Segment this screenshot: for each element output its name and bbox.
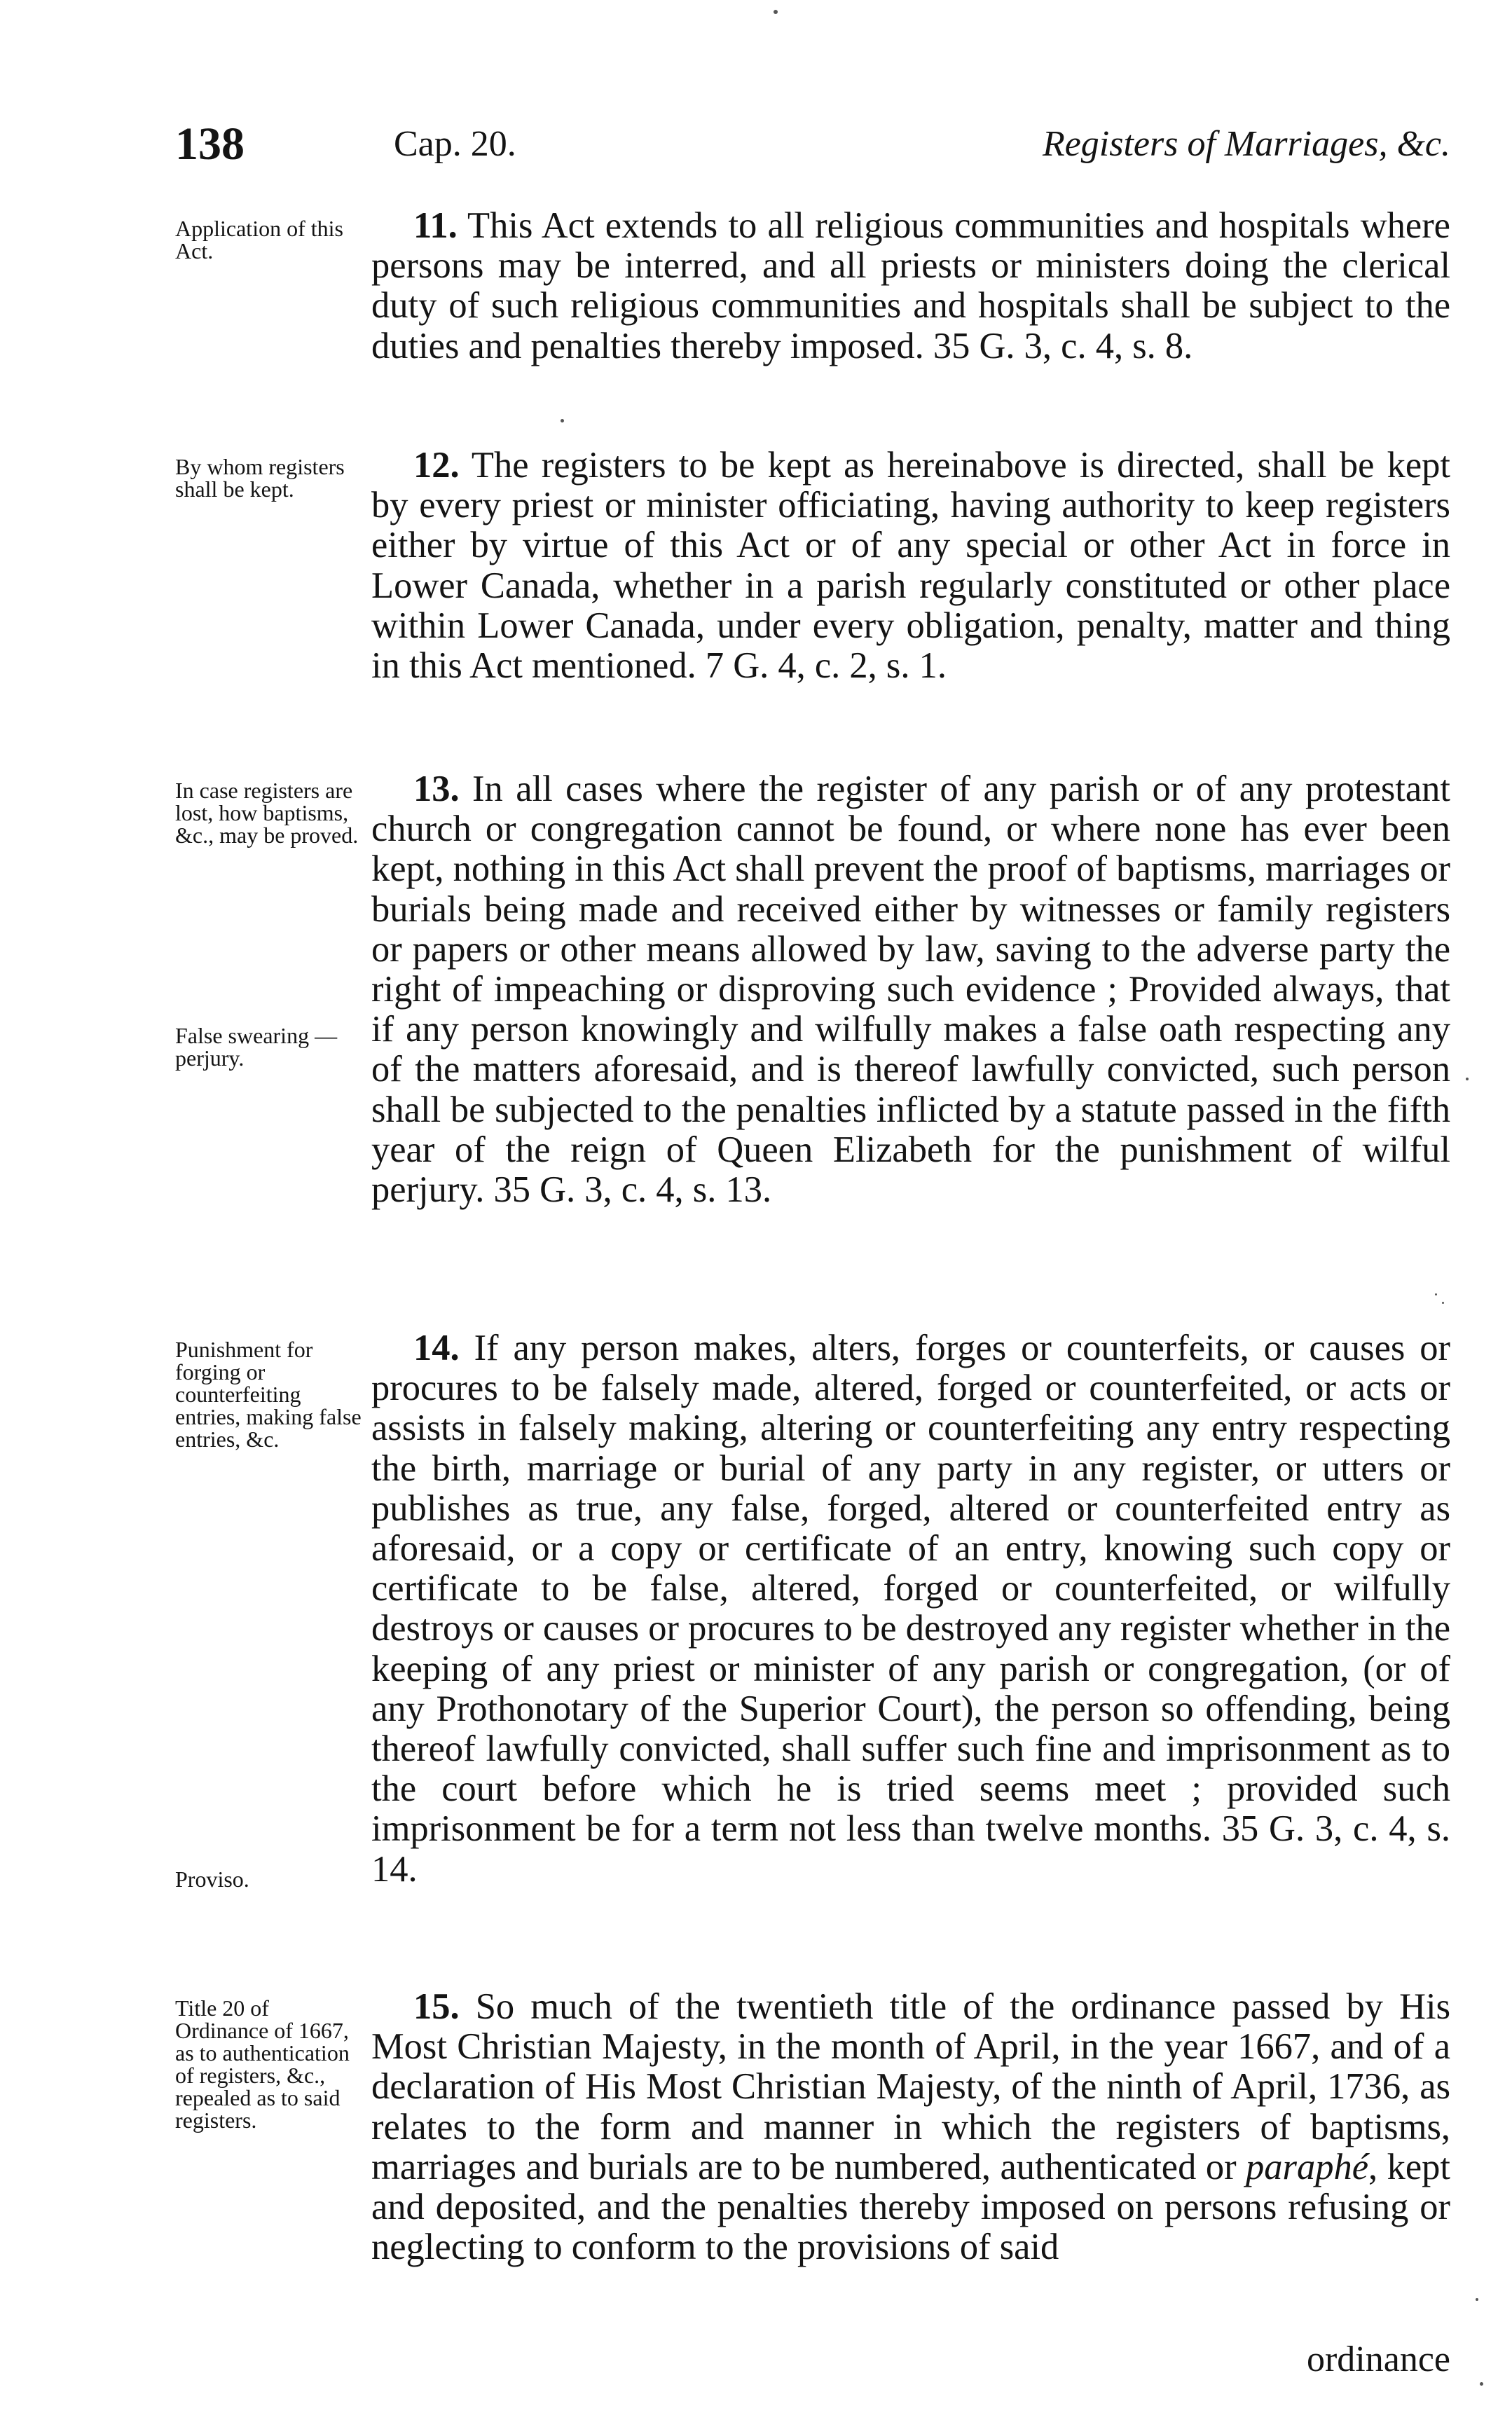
section-body <box>371 206 1450 366</box>
section-body <box>371 769 1450 1210</box>
section-number: 11. <box>413 205 458 246</box>
chapter-label: Cap. 20. <box>394 124 516 164</box>
margin-note-secondary: False swearing —perjury. <box>175 1023 338 1071</box>
print-speck <box>774 10 778 14</box>
section-body <box>371 1987 1450 2267</box>
section-body <box>371 1328 1450 1890</box>
section-text-continued: , kept and deposited, and the penalties thereby imposed on persons refusing or neglecting to conform to the provisions of said <box>371 2146 1451 2268</box>
page-number: 138 <box>175 118 245 170</box>
print-speck <box>1442 1302 1444 1304</box>
section-number: 12. <box>413 445 460 486</box>
section-number: 13. <box>413 769 460 809</box>
print-speck <box>1476 2298 1478 2301</box>
section-12 <box>175 446 1450 686</box>
print-speck <box>1480 2382 1483 2386</box>
margin-note: In case registers are lost, how baptisms, &c., may be proved. <box>175 778 359 848</box>
section-text: This Act extends to all religious communities and hospitals where persons may be interred, and all priests or ministers doing the clerical duty of such religious communities and hospitals shall be subject to the duties and penalties thereby imposed. 35 G. 3, c. 4, s. 8. <box>371 205 1450 366</box>
print-speck <box>1466 1078 1469 1080</box>
section-text: The registers to be kept as hereinabove is directed, shall be kept by every priest or minister officiating, having authority to keep registers either by virtue of this Act or of any special or other Act in force in Lower Canada, whether in a parish regularly constituted or other place within Lower Canada, under every obligation, penalty, matter and thing in this Act mentioned. 7 G. 4, c. 2, s. 1. <box>371 445 1450 687</box>
running-head <box>175 118 1450 181</box>
section-number: 15. <box>413 1986 460 2027</box>
margin-note: Application of this Act. <box>175 216 343 263</box>
section-text: If any person makes, alters, forges or counterfeits, or causes or procures to be falsely made, altered, forged or counterfeited, or acts or assists in falsely making, altering or counterfeiting any entry respecting the birth, marriage or burial of any party in any register, or utters or publishes as true, any false, forged, altered or counterfeited entry as aforesaid, or a copy or certificate of an entry, knowing such copy or certificate to be false, altered, forged or counterfeited, or wilfully destroys or causes or procures to be destroyed any register whether in the keeping of any priest or minister of any parish or congregation, (or of any Prothonotary of the Superior Court), the person so offending, being thereof lawfully convicted, shall suffer such fine and imprisonment as to the court before which he is tried seems meet ; provided such imprisonment be for a term not less than twelve months. 35 G. 3, c. 4, s. 14. <box>371 1328 1451 1890</box>
catchword: ordinance <box>1306 2339 1450 2379</box>
margin-note: Title 20 of Ordinance of 1667, as to authentication of registers, &c., repealed as to said registers. <box>175 1995 350 2133</box>
section-text: So much of the twentieth title of the ordinance passed by His Most Christian Majesty, in the month of April, in the year 1667, and of a declaration of His Most Christian Majesty, of the ninth of April, 1736, as relates to the form and manner in which the registers of baptisms, marriages and burials are to be numbered, authenticated or <box>371 1986 1451 2187</box>
print-speck <box>561 419 564 422</box>
section-body <box>371 446 1450 686</box>
section-text: In all cases where the register of any parish or of any protestant church or congregation cannot be found, or where none has ever been kept, nothing in this Act shall prevent the proof of baptisms, marriages or burials being made and received either by witnesses or family registers or papers or other means allowed by law, saving to the adverse party the right of impeaching or disproving such evidence ; Provided always, that if any person knowingly and wilfully makes a false oath respecting any of the matters aforesaid, and is thereof lawfully convicted, such person shall be subjected to the penalties inflicted by a statute passed in the fifth year of the reign of Queen Elizabeth for the punishment of wilful perjury. 35 G. 3, c. 4, s. 13. <box>371 769 1450 1211</box>
print-speck <box>1435 1293 1437 1295</box>
italic-word: paraphé <box>1246 2146 1369 2187</box>
section-number: 14. <box>413 1328 460 1368</box>
section-11 <box>175 206 1450 366</box>
margin-note: By whom registers shall be kept. <box>175 454 345 502</box>
margin-note: Punishment for forging or counterfeiting entries, making false entries, &c. <box>175 1337 362 1452</box>
margin-note-secondary: Proviso. <box>175 1867 249 1892</box>
section-15 <box>175 1987 1450 2267</box>
section-13 <box>175 769 1450 1210</box>
section-14 <box>175 1328 1450 1890</box>
running-title: Registers of Marriages, &c. <box>1042 124 1450 164</box>
